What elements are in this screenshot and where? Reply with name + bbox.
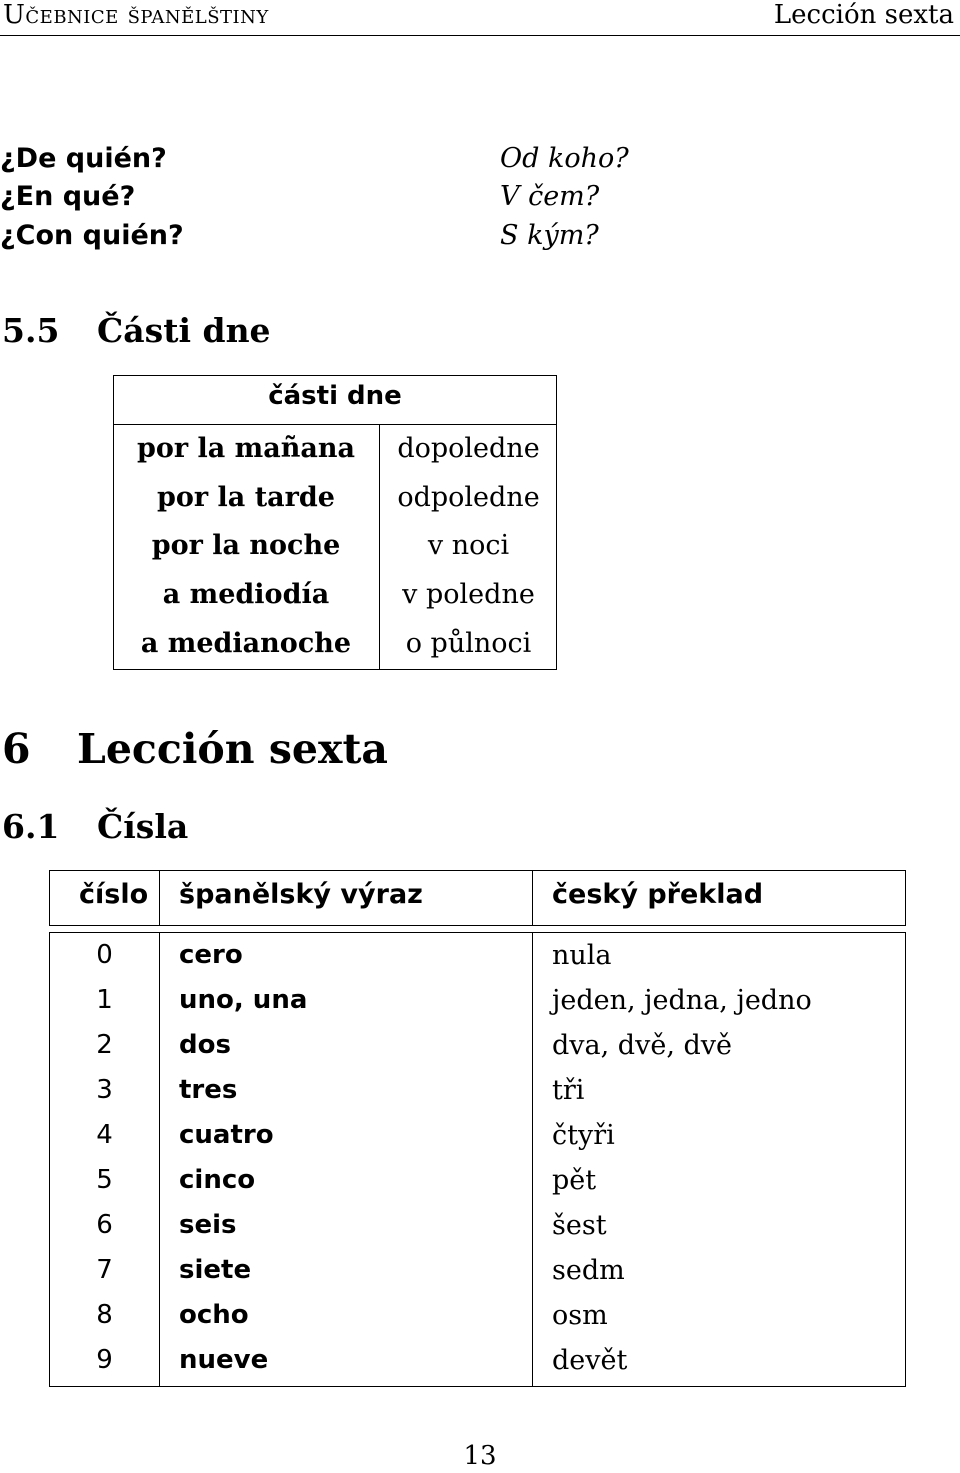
parts-row-cs: v poledne — [402, 579, 535, 610]
section-6-number: 6 — [2, 725, 31, 773]
table-row-czech: čtyři — [552, 1120, 615, 1151]
parts-row-es: a medianoche — [140, 628, 352, 659]
parts-row-cs: v noci — [427, 530, 510, 561]
column-header-czech: český překlad — [552, 879, 764, 910]
question-es: ¿En qué? — [0, 181, 136, 212]
parts-of-day-table — [113, 375, 557, 670]
table-row-spanish: cero — [179, 940, 243, 970]
table-row-number: 4 — [96, 1120, 113, 1150]
table-row-czech: nula — [552, 940, 612, 971]
table-row-spanish: ocho — [179, 1300, 249, 1330]
table-row-number: 3 — [96, 1075, 113, 1105]
parts-row-es: por la noche — [151, 530, 341, 561]
question-cs: V čem? — [500, 181, 600, 212]
running-header-book-title: Učebnice španělštiny — [3, 0, 269, 30]
numbers-table-header — [49, 870, 906, 926]
question-es: ¿Con quién? — [0, 220, 184, 251]
table-row-spanish: cuatro — [179, 1120, 274, 1150]
section-5-5-title: Části dne — [97, 311, 271, 350]
parts-row-es: por la tarde — [157, 482, 335, 513]
numbers-header-rule — [532, 870, 533, 926]
table-row-number: 6 — [96, 1210, 113, 1240]
table-row-spanish: cinco — [179, 1165, 256, 1195]
question-cs: Od koho? — [500, 143, 629, 174]
parts-row-es: por la mañana — [137, 433, 355, 464]
section-6-1-number: 6.1 — [2, 807, 60, 846]
parts-table-caption-rule — [113, 424, 557, 425]
table-row-czech: sedm — [552, 1255, 625, 1286]
table-row-czech: šest — [552, 1210, 607, 1241]
table-row-czech: dva, dvě, dvě — [552, 1030, 732, 1061]
table-row-number: 8 — [96, 1300, 113, 1330]
question-cs: S kým? — [500, 220, 599, 251]
section-6-1-title: Čísla — [97, 807, 189, 846]
section-5-5-number: 5.5 — [2, 311, 60, 350]
table-row-spanish: uno, una — [179, 985, 308, 1015]
table-row-number: 0 — [96, 940, 113, 970]
column-header-number: číslo — [79, 879, 149, 910]
table-row-czech: devět — [552, 1345, 628, 1376]
header-divider — [0, 35, 960, 36]
table-row-number: 1 — [96, 985, 113, 1015]
parts-row-es: a mediodía — [162, 579, 330, 610]
parts-table-caption: části dne — [268, 381, 402, 411]
table-row-number: 5 — [96, 1165, 113, 1195]
parts-row-cs: o půlnoci — [405, 628, 532, 659]
table-row-spanish: siete — [179, 1255, 252, 1285]
table-row-spanish: dos — [179, 1030, 231, 1060]
table-row-czech: tři — [552, 1075, 585, 1106]
question-es: ¿De quién? — [0, 143, 167, 174]
section-6-title: Lección sexta — [77, 725, 388, 773]
numbers-body-rule — [532, 932, 533, 1387]
table-row-czech: osm — [552, 1300, 608, 1331]
table-row-czech: pět — [552, 1165, 597, 1196]
numbers-header-rule — [159, 870, 160, 926]
table-row-spanish: nueve — [179, 1345, 269, 1375]
table-row-spanish: seis — [179, 1210, 237, 1240]
running-header-chapter: Lección sexta — [773, 0, 954, 30]
table-row-number: 7 — [96, 1255, 113, 1285]
page-number: 13 — [463, 1441, 497, 1471]
parts-row-cs: odpoledne — [397, 482, 540, 513]
table-row-spanish: tres — [179, 1075, 238, 1105]
table-row-czech: jeden, jedna, jedno — [552, 985, 812, 1016]
table-row-number: 9 — [96, 1345, 113, 1375]
parts-row-cs: dopoledne — [397, 433, 540, 464]
column-header-spanish: španělský výraz — [179, 879, 423, 910]
table-row-number: 2 — [96, 1030, 113, 1060]
